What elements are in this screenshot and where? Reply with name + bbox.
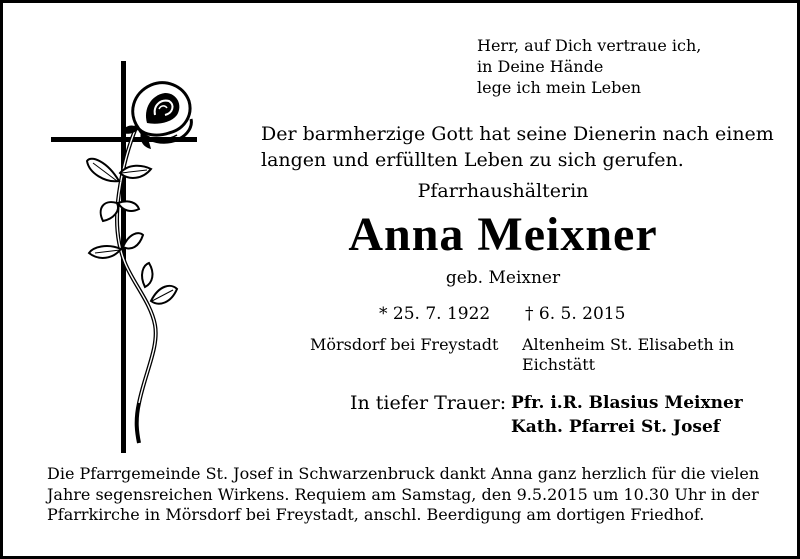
mourner-name: Kath. Pfarrei St. Josef — [511, 417, 721, 437]
mourning-label: In tiefer Trauer: — [350, 392, 507, 414]
intro-line: langen und erfüllten Leben zu sich gerufen. — [261, 149, 684, 171]
cross-with-rose-icon — [47, 53, 207, 453]
verse-line: lege ich mein Leben — [477, 78, 642, 97]
footer-line: Jahre segensreichen Wirkens. Requiem am Samstag, den 9.5.2015 um 10.30 Uhr in der — [47, 484, 759, 504]
death-place-line: Altenheim St. Elisabeth in — [522, 335, 735, 354]
maiden-name: geb. Meixner — [445, 268, 561, 288]
mourners-list — [511, 391, 743, 439]
death-place-line: Eichstätt — [522, 355, 596, 374]
bible-verse — [477, 35, 701, 98]
intro-text — [261, 121, 774, 173]
deceased-name: Anna Meixner — [348, 208, 658, 261]
intro-line: Der barmherzige Gott hat seine Dienerin nach einem — [261, 123, 774, 145]
death-place — [522, 335, 734, 375]
verse-line: in Deine Hände — [477, 57, 604, 76]
deceased-role: Pfarrhaushälterin — [417, 180, 589, 202]
verse-line: Herr, auf Dich vertraue ich, — [477, 36, 702, 55]
birth-date: * 25. 7. 1922 — [379, 304, 491, 324]
mourner-name: Pfr. i.R. Blasius Meixner — [511, 393, 743, 413]
birth-place: Mörsdorf bei Freystadt — [310, 335, 499, 354]
death-date: † 6. 5. 2015 — [525, 304, 626, 324]
footer-text — [47, 464, 759, 526]
footer-line: Pfarrkirche in Mörsdorf bei Freystadt, anschl. Beerdigung am dortigen Friedhof. — [47, 505, 705, 524]
footer-line: Die Pfarrgemeinde St. Josef in Schwarzenbruck dankt Anna ganz herzlich für die vielen — [47, 464, 760, 483]
